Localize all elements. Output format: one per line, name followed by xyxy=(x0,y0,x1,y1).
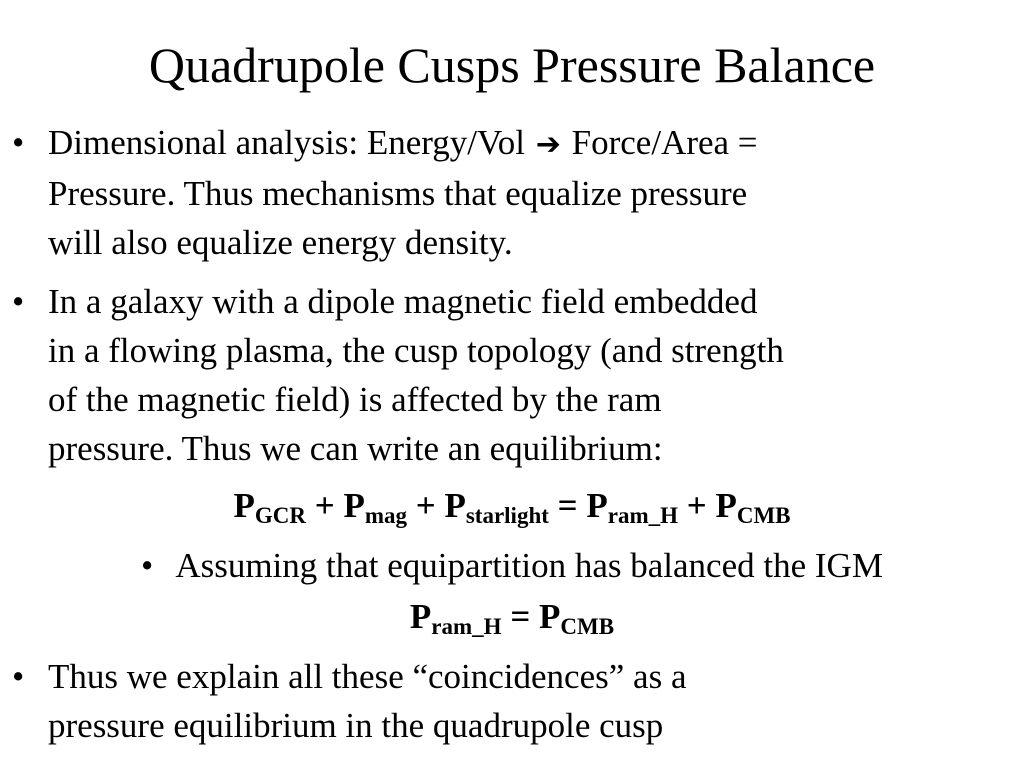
slide-title: Quadrupole Cusps Pressure Balance xyxy=(148,37,876,93)
equation-subscript: GCR xyxy=(254,503,306,528)
equation-operator: + xyxy=(305,486,344,525)
bullet-point-icon: • xyxy=(141,546,154,585)
equation-subscript: CMB xyxy=(736,503,791,528)
bullet-point-icon: • xyxy=(12,657,25,696)
equation-term: P xyxy=(233,486,255,525)
bullet-line: pressure equilibrium in the quadrupole cusp xyxy=(48,706,664,745)
bullet-line: In a galaxy with a dipole magnetic field embedded xyxy=(48,282,758,321)
bullet-text: Dimensional analysis: Energy/Vol xyxy=(48,123,525,162)
equation-subscript: ram_H xyxy=(607,503,679,528)
bullet-dimensional-analysis xyxy=(12,118,1012,267)
equation-term: P xyxy=(539,597,561,636)
equation-term: P xyxy=(409,597,432,636)
equation-subscript: CMB xyxy=(560,614,615,639)
bullet-line: Thus we explain all these “coincidences” as a xyxy=(48,657,687,696)
bullet-coincidences xyxy=(12,652,1012,750)
bullet-point-icon: • xyxy=(12,123,25,162)
bullet-equipartition xyxy=(0,544,1024,588)
bullet-line: will also equalize energy density. xyxy=(48,223,513,262)
bullet-line: Pressure. Thus mechanisms that equalize pressure xyxy=(48,174,748,213)
bullet-line: of the magnetic field) is affected by the ram xyxy=(48,380,662,419)
equation-term: P xyxy=(715,486,737,525)
bullet-text: Assuming that equipartition has balanced the IGM xyxy=(175,546,883,585)
equation-ram-cmb xyxy=(0,595,1024,639)
equation-operator: = xyxy=(501,597,540,636)
equation-operator: + xyxy=(407,486,445,525)
equation-subscript: mag xyxy=(364,503,407,528)
bullet-text: Force/Area = xyxy=(571,123,758,162)
equation-pressure-balance xyxy=(0,484,1024,528)
equation-operator: + xyxy=(678,486,716,525)
equation-term: P xyxy=(343,486,365,525)
equation-term: P xyxy=(444,486,466,525)
equation-subscript: starlight xyxy=(465,503,549,528)
equation-subscript: ram_H xyxy=(431,614,502,639)
bullet-point-icon: • xyxy=(12,282,25,321)
bullet-line xyxy=(12,118,1012,169)
right-arrow-icon: ➔ xyxy=(535,127,561,162)
equation-term: P xyxy=(586,486,608,525)
bullet-line: pressure. Thus we can write an equilibrium: xyxy=(48,429,663,468)
bullet-galaxy-dipole xyxy=(12,277,1012,473)
bullet-line: in a flowing plasma, the cusp topology (and strength xyxy=(48,331,784,370)
equation-operator: = xyxy=(548,486,587,525)
